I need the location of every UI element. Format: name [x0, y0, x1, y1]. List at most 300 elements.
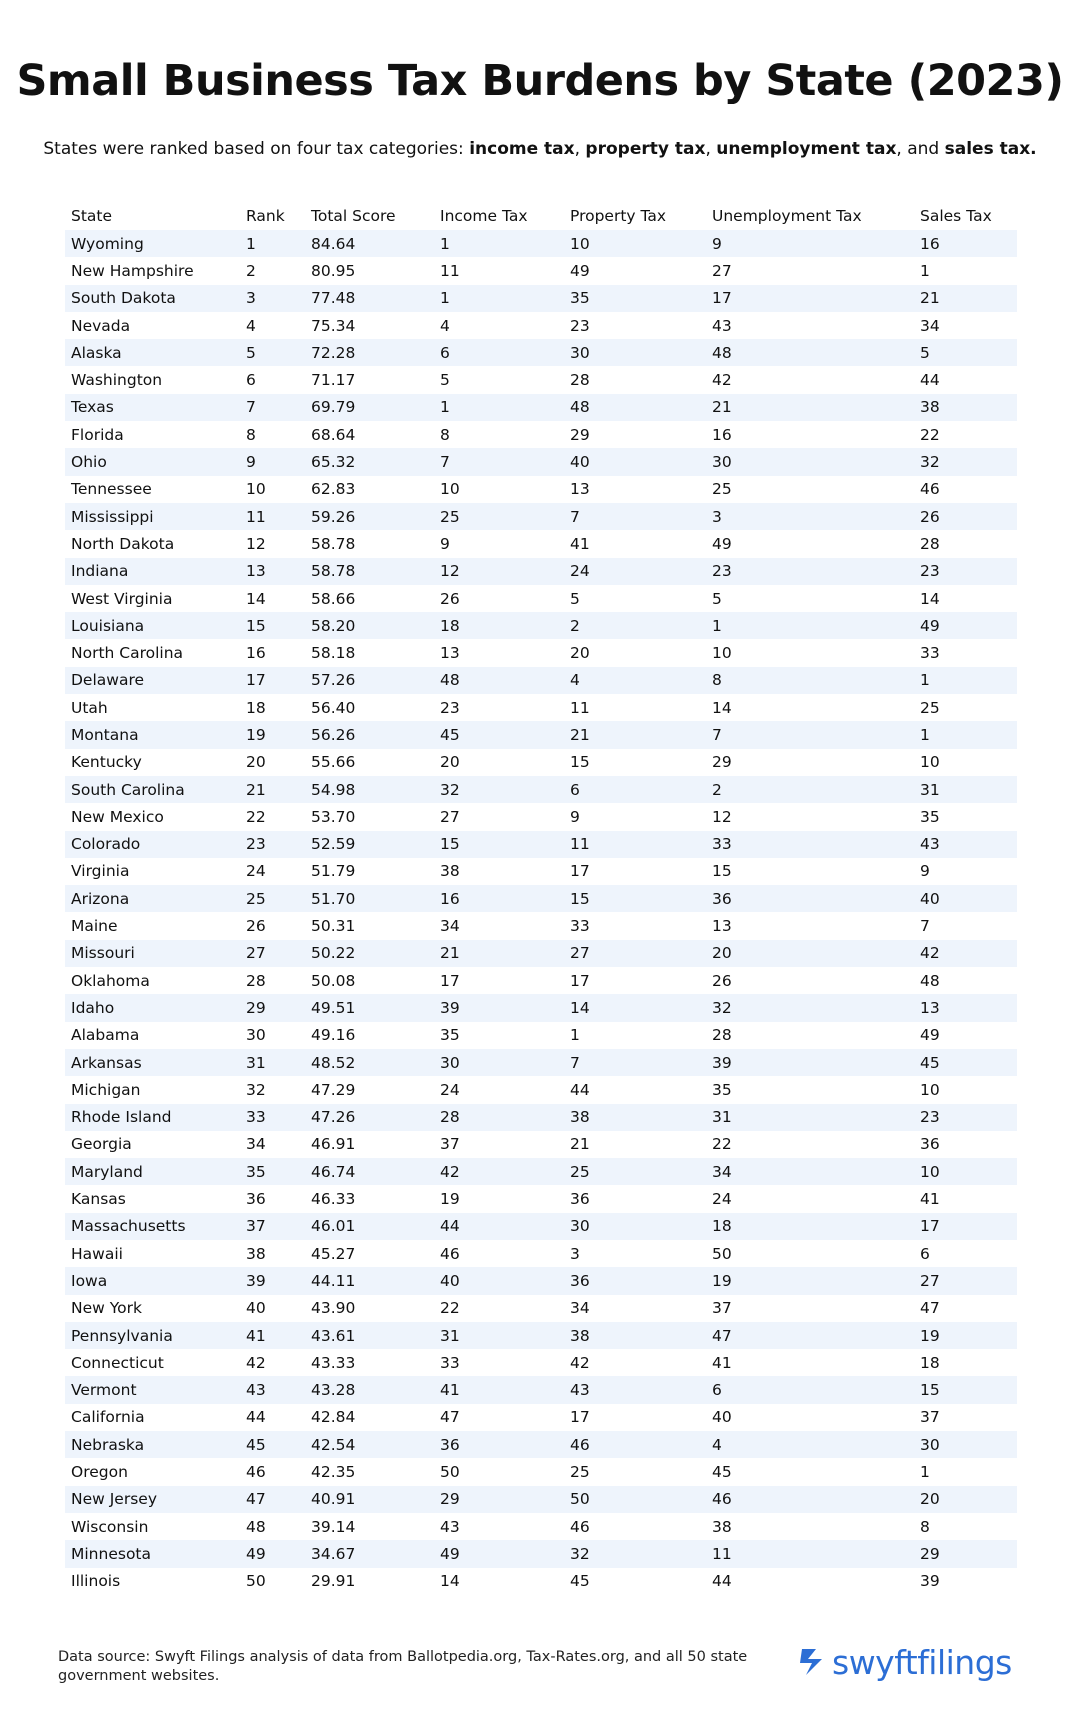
cell-property-tax: 5 — [570, 589, 580, 608]
subtitle-category-income: income tax — [469, 139, 575, 159]
cell-unemployment-tax: 17 — [706, 285, 914, 312]
cell-unemployment-tax: 34 — [706, 1158, 914, 1185]
cell-unemployment-tax: 49 — [712, 534, 732, 553]
cell-rank: 5 — [240, 339, 305, 366]
cell-income-tax: 1 — [434, 230, 564, 257]
table-row — [65, 1049, 1017, 1076]
cell-property-tax: 2 — [564, 612, 706, 639]
cell-property-tax: 20 — [570, 644, 590, 663]
cell-total-score: 50.31 — [311, 917, 356, 936]
cell-sales-tax: 23 — [914, 558, 1017, 585]
cell-rank: 29 — [240, 994, 305, 1021]
cell-state: Wisconsin — [71, 1517, 149, 1536]
cell-property-tax: 30 — [564, 1213, 706, 1240]
cell-sales-tax: 42 — [914, 940, 1017, 967]
cell-unemployment-tax: 42 — [712, 371, 732, 390]
cell-sales-tax: 30 — [914, 1431, 1017, 1458]
cell-total-score: 29.91 — [311, 1572, 356, 1591]
cell-sales-tax: 48 — [920, 971, 940, 990]
table-row — [65, 940, 1017, 967]
cell-rank: 48 — [246, 1517, 266, 1536]
cell-rank: 47 — [240, 1486, 305, 1513]
cell-state: Indiana — [65, 558, 240, 585]
cell-unemployment-tax: 37 — [712, 1299, 732, 1318]
cell-property-tax: 49 — [570, 261, 590, 280]
cell-rank: 39 — [240, 1267, 305, 1294]
page-subtitle — [0, 139, 1080, 159]
cell-rank: 16 — [246, 644, 266, 663]
cell-property-tax: 40 — [564, 448, 706, 475]
cell-total-score: 77.48 — [305, 285, 434, 312]
cell-rank: 17 — [240, 667, 305, 694]
cell-sales-tax: 10 — [914, 1158, 1017, 1185]
subtitle-category-property: property tax — [585, 139, 706, 159]
cell-unemployment-tax: 38 — [712, 1517, 732, 1536]
cell-sales-tax: 33 — [920, 644, 940, 663]
cell-unemployment-tax: 13 — [712, 917, 732, 936]
cell-property-tax: 44 — [570, 1080, 590, 1099]
header-rank: Rank — [246, 207, 285, 225]
table-row — [65, 448, 1017, 475]
cell-total-score: 43.61 — [305, 1322, 434, 1349]
cell-rank: 26 — [246, 917, 266, 936]
table-row — [65, 312, 1017, 339]
cell-rank: 13 — [240, 558, 305, 585]
cell-total-score: 47.26 — [305, 1104, 434, 1131]
cell-property-tax: 42 — [570, 1353, 590, 1372]
table-row — [65, 585, 1017, 612]
cell-state: Minnesota — [65, 1540, 240, 1567]
cell-rank: 1 — [240, 230, 305, 257]
table-row — [65, 1568, 1017, 1595]
cell-state: Florida — [71, 425, 124, 444]
cell-total-score: 46.74 — [305, 1158, 434, 1185]
cell-property-tax: 17 — [570, 971, 590, 990]
table-row — [65, 858, 1017, 885]
cell-income-tax: 37 — [440, 1135, 460, 1154]
table-row — [65, 339, 1017, 366]
cell-sales-tax: 15 — [914, 1376, 1017, 1403]
cell-total-score: 46.33 — [311, 1190, 356, 1209]
header-total-score: Total Score — [311, 207, 396, 225]
cell-total-score: 39.14 — [311, 1517, 356, 1536]
cell-total-score: 42.54 — [305, 1431, 434, 1458]
cell-state: South Dakota — [65, 285, 240, 312]
cell-total-score: 58.20 — [305, 612, 434, 639]
cell-rank: 6 — [246, 371, 256, 390]
cell-state: New York — [71, 1299, 142, 1318]
cell-unemployment-tax: 22 — [712, 1135, 732, 1154]
cell-sales-tax: 45 — [914, 1049, 1017, 1076]
cell-income-tax: 44 — [434, 1213, 564, 1240]
table-row — [65, 667, 1017, 694]
cell-total-score: 58.18 — [311, 644, 356, 663]
cell-rank: 11 — [240, 503, 305, 530]
table-row — [65, 1022, 1017, 1049]
cell-unemployment-tax: 27 — [712, 261, 732, 280]
cell-state: Oklahoma — [71, 971, 150, 990]
cell-sales-tax: 23 — [914, 1104, 1017, 1131]
cell-income-tax: 39 — [434, 994, 564, 1021]
cell-total-score: 68.64 — [311, 425, 356, 444]
cell-rank: 35 — [240, 1158, 305, 1185]
cell-property-tax: 25 — [564, 1158, 706, 1185]
cell-sales-tax: 49 — [920, 1026, 940, 1045]
cell-income-tax: 20 — [440, 753, 460, 772]
cell-sales-tax: 36 — [920, 1135, 940, 1154]
cell-income-tax: 47 — [440, 1408, 460, 1427]
cell-property-tax: 15 — [570, 753, 590, 772]
table-row — [65, 230, 1017, 257]
cell-rank: 33 — [240, 1104, 305, 1131]
cell-unemployment-tax: 46 — [706, 1486, 914, 1513]
cell-state: North Carolina — [71, 644, 184, 663]
cell-total-score: 42.84 — [311, 1408, 356, 1427]
table-body — [65, 230, 1017, 1595]
cell-property-tax: 28 — [570, 371, 590, 390]
cell-rank: 32 — [246, 1080, 266, 1099]
cell-income-tax: 36 — [434, 1431, 564, 1458]
cell-state: Montana — [65, 721, 240, 748]
cell-state: Virginia — [71, 862, 130, 881]
header-property-tax: Property Tax — [570, 207, 667, 225]
cell-property-tax: 21 — [570, 1135, 590, 1154]
cell-state: Idaho — [65, 994, 240, 1021]
cell-sales-tax: 21 — [914, 285, 1017, 312]
cell-income-tax: 35 — [440, 1026, 460, 1045]
cell-income-tax: 45 — [434, 721, 564, 748]
cell-income-tax: 25 — [434, 503, 564, 530]
cell-state: Oregon — [71, 1463, 128, 1481]
table-row — [65, 694, 1017, 721]
cell-rank: 3 — [240, 285, 305, 312]
cell-income-tax: 21 — [434, 940, 564, 967]
cell-total-score: 43.28 — [305, 1376, 434, 1403]
cell-total-score: 62.83 — [311, 480, 356, 499]
cell-rank: 19 — [240, 721, 305, 748]
cell-unemployment-tax: 47 — [706, 1322, 914, 1349]
table-row — [65, 421, 1017, 448]
cell-unemployment-tax: 12 — [712, 807, 732, 826]
cell-sales-tax: 26 — [914, 503, 1017, 530]
cell-property-tax: 48 — [564, 394, 706, 421]
cell-rank: 41 — [240, 1322, 305, 1349]
table-row — [65, 1185, 1017, 1212]
cell-state: New Jersey — [65, 1486, 240, 1513]
subtitle-separator: , and — [896, 139, 945, 159]
table-row — [65, 476, 1017, 503]
table-row — [65, 257, 1017, 284]
table-row — [65, 1486, 1017, 1513]
table-row — [65, 1295, 1017, 1322]
brand-name: swyftfilings — [832, 1642, 1012, 1682]
cell-income-tax: 30 — [434, 1049, 564, 1076]
cell-total-score: 55.66 — [311, 753, 356, 772]
cell-state: Kentucky — [71, 753, 142, 772]
table-row — [65, 1513, 1017, 1540]
cell-income-tax: 6 — [434, 339, 564, 366]
cell-rank: 2 — [246, 261, 256, 280]
cell-rank: 31 — [240, 1049, 305, 1076]
cell-total-score: 56.40 — [311, 698, 356, 717]
table-row — [65, 1131, 1017, 1158]
cell-state: Michigan — [71, 1080, 141, 1099]
cell-rank: 36 — [246, 1190, 266, 1209]
table-row — [65, 721, 1017, 748]
cell-total-score: 50.08 — [311, 971, 356, 990]
cell-unemployment-tax: 3 — [706, 503, 914, 530]
cell-total-score: 42.35 — [311, 1463, 356, 1481]
cell-sales-tax: 7 — [920, 917, 930, 936]
cell-state: Arizona — [65, 885, 240, 912]
cell-unemployment-tax: 2 — [706, 776, 914, 803]
cell-unemployment-tax: 11 — [706, 1540, 914, 1567]
cell-income-tax: 22 — [440, 1299, 460, 1318]
cell-unemployment-tax: 15 — [712, 862, 732, 881]
cell-income-tax: 34 — [440, 917, 460, 936]
cell-income-tax: 31 — [434, 1322, 564, 1349]
cell-sales-tax: 10 — [920, 1080, 940, 1099]
cell-sales-tax: 49 — [914, 612, 1017, 639]
subtitle-separator: , — [705, 139, 717, 159]
cell-income-tax: 8 — [440, 425, 450, 444]
cell-sales-tax: 34 — [920, 316, 940, 335]
cell-state: Massachusetts — [65, 1213, 240, 1240]
cell-total-score: 48.52 — [305, 1049, 434, 1076]
cell-state: Kansas — [71, 1190, 126, 1209]
cell-property-tax: 1 — [570, 1026, 580, 1045]
cell-total-score: 50.22 — [305, 940, 434, 967]
header-income-tax: Income Tax — [440, 207, 528, 225]
cell-property-tax: 50 — [564, 1486, 706, 1513]
cell-unemployment-tax: 1 — [706, 612, 914, 639]
cell-total-score: 80.95 — [311, 261, 356, 280]
table-row — [65, 749, 1017, 776]
cell-income-tax: 16 — [434, 885, 564, 912]
cell-unemployment-tax: 18 — [706, 1213, 914, 1240]
cell-unemployment-tax: 39 — [706, 1049, 914, 1076]
cell-rank: 45 — [240, 1431, 305, 1458]
cell-state: West Virginia — [71, 589, 173, 608]
cell-property-tax: 25 — [570, 1463, 590, 1481]
cell-rank: 44 — [246, 1408, 266, 1427]
cell-rank: 42 — [246, 1353, 266, 1372]
cell-unemployment-tax: 44 — [712, 1572, 732, 1591]
cell-total-score: 53.70 — [311, 807, 356, 826]
cell-rank: 50 — [246, 1572, 266, 1591]
cell-unemployment-tax: 21 — [706, 394, 914, 421]
cell-total-score: 44.11 — [305, 1267, 434, 1294]
cell-sales-tax: 20 — [914, 1486, 1017, 1513]
cell-income-tax: 29 — [434, 1486, 564, 1513]
cell-property-tax: 15 — [564, 885, 706, 912]
table-row — [65, 885, 1017, 912]
cell-sales-tax: 27 — [914, 1267, 1017, 1294]
cell-total-score: 58.78 — [311, 534, 356, 553]
table-row — [65, 530, 1017, 557]
cell-state: New Hampshire — [71, 261, 194, 280]
cell-rank: 23 — [240, 831, 305, 858]
cell-property-tax: 33 — [570, 917, 590, 936]
cell-total-score: 47.29 — [311, 1080, 356, 1099]
cell-rank: 25 — [240, 885, 305, 912]
cell-sales-tax: 37 — [920, 1408, 940, 1427]
cell-rank: 28 — [246, 971, 266, 990]
header-sales-tax: Sales Tax — [920, 207, 992, 225]
cell-income-tax: 48 — [434, 667, 564, 694]
cell-state: Illinois — [71, 1572, 121, 1591]
table-row — [65, 1158, 1017, 1185]
cell-sales-tax: 6 — [920, 1244, 930, 1263]
cell-property-tax: 36 — [564, 1267, 706, 1294]
cell-property-tax: 46 — [570, 1517, 590, 1536]
cell-sales-tax: 9 — [920, 862, 930, 881]
cell-property-tax: 35 — [564, 285, 706, 312]
header-state: State — [71, 207, 113, 225]
cell-sales-tax: 5 — [914, 339, 1017, 366]
cell-sales-tax: 38 — [914, 394, 1017, 421]
cell-state: Arkansas — [65, 1049, 240, 1076]
cell-rank: 46 — [246, 1463, 266, 1481]
cell-total-score: 59.26 — [305, 503, 434, 530]
cell-total-score: 84.64 — [305, 230, 434, 257]
cell-total-score: 49.16 — [311, 1026, 356, 1045]
cell-unemployment-tax: 23 — [706, 558, 914, 585]
cell-sales-tax: 31 — [914, 776, 1017, 803]
swyft-logo-icon — [800, 1647, 826, 1677]
cell-property-tax: 41 — [570, 534, 590, 553]
cell-unemployment-tax: 45 — [712, 1463, 732, 1481]
cell-state: Mississippi — [65, 503, 240, 530]
header-unemployment-tax: Unemployment Tax — [712, 207, 862, 225]
cell-rank: 30 — [246, 1026, 266, 1045]
cell-unemployment-tax: 16 — [712, 425, 732, 444]
cell-sales-tax: 16 — [914, 230, 1017, 257]
cell-sales-tax: 28 — [920, 534, 940, 553]
table-row — [65, 1431, 1017, 1458]
cell-income-tax: 7 — [434, 448, 564, 475]
cell-unemployment-tax: 4 — [706, 1431, 914, 1458]
cell-property-tax: 3 — [570, 1244, 580, 1263]
cell-rank: 14 — [246, 589, 266, 608]
table-row — [65, 612, 1017, 639]
cell-unemployment-tax: 33 — [706, 831, 914, 858]
cell-rank: 4 — [246, 316, 256, 335]
cell-property-tax: 34 — [570, 1299, 590, 1318]
cell-rank: 37 — [240, 1213, 305, 1240]
subtitle-category-sales: sales tax. — [944, 139, 1037, 159]
cell-state: Nebraska — [65, 1431, 240, 1458]
cell-property-tax: 32 — [564, 1540, 706, 1567]
cell-sales-tax: 13 — [914, 994, 1017, 1021]
cell-income-tax: 12 — [434, 558, 564, 585]
cell-unemployment-tax: 30 — [706, 448, 914, 475]
cell-total-score: 51.70 — [305, 885, 434, 912]
cell-property-tax: 11 — [564, 831, 706, 858]
cell-property-tax: 30 — [564, 339, 706, 366]
cell-total-score: 69.79 — [305, 394, 434, 421]
cell-property-tax: 29 — [570, 425, 590, 444]
cell-income-tax: 9 — [440, 534, 450, 553]
cell-state: North Dakota — [71, 534, 175, 553]
table-row — [65, 1458, 1017, 1485]
table-row — [65, 1076, 1017, 1103]
cell-income-tax: 28 — [434, 1104, 564, 1131]
cell-rank: 10 — [246, 480, 266, 499]
cell-total-score: 75.34 — [311, 316, 356, 335]
cell-sales-tax: 1 — [914, 667, 1017, 694]
table-row — [65, 1267, 1017, 1294]
cell-unemployment-tax: 28 — [712, 1026, 732, 1045]
cell-property-tax: 4 — [564, 667, 706, 694]
cell-state: Louisiana — [65, 612, 240, 639]
cell-property-tax: 17 — [570, 862, 590, 881]
cell-rank: 43 — [240, 1376, 305, 1403]
tax-ranking-table — [65, 202, 1017, 1595]
cell-unemployment-tax: 31 — [706, 1104, 914, 1131]
cell-unemployment-tax: 50 — [712, 1244, 732, 1263]
cell-total-score: 71.17 — [311, 371, 356, 390]
cell-rank: 20 — [246, 753, 266, 772]
cell-rank: 34 — [246, 1135, 266, 1154]
cell-property-tax: 38 — [564, 1104, 706, 1131]
cell-state: Connecticut — [71, 1353, 164, 1372]
cell-state: Vermont — [65, 1376, 240, 1403]
cell-state: Iowa — [65, 1267, 240, 1294]
cell-state: Alabama — [71, 1026, 140, 1045]
cell-sales-tax: 39 — [920, 1572, 940, 1591]
cell-state: New Mexico — [71, 807, 164, 826]
cell-state: Hawaii — [71, 1244, 123, 1263]
cell-sales-tax: 40 — [914, 885, 1017, 912]
cell-unemployment-tax: 36 — [706, 885, 914, 912]
cell-unemployment-tax: 5 — [712, 589, 722, 608]
cell-income-tax: 42 — [434, 1158, 564, 1185]
table-row — [65, 503, 1017, 530]
cell-total-score: 52.59 — [305, 831, 434, 858]
cell-income-tax: 10 — [440, 480, 460, 499]
cell-total-score: 56.26 — [305, 721, 434, 748]
cell-property-tax: 11 — [570, 698, 590, 717]
cell-sales-tax: 43 — [914, 831, 1017, 858]
cell-income-tax: 18 — [434, 612, 564, 639]
cell-state: Georgia — [71, 1135, 132, 1154]
cell-income-tax: 1 — [434, 285, 564, 312]
cell-unemployment-tax: 43 — [712, 316, 732, 335]
cell-total-score: 58.78 — [305, 558, 434, 585]
cell-income-tax: 13 — [440, 644, 460, 663]
cell-state: Texas — [65, 394, 240, 421]
cell-property-tax: 13 — [570, 480, 590, 499]
cell-income-tax: 41 — [434, 1376, 564, 1403]
table-row — [65, 639, 1017, 666]
cell-income-tax: 24 — [440, 1080, 460, 1099]
cell-sales-tax: 1 — [920, 1463, 930, 1481]
cell-property-tax: 6 — [564, 776, 706, 803]
cell-sales-tax: 29 — [914, 1540, 1017, 1567]
cell-income-tax: 43 — [440, 1517, 460, 1536]
cell-income-tax: 17 — [440, 971, 460, 990]
cell-income-tax: 19 — [440, 1190, 460, 1209]
cell-state: Wyoming — [65, 230, 240, 257]
table-row — [65, 1240, 1017, 1267]
cell-total-score: 49.51 — [305, 994, 434, 1021]
page-title: Small Business Tax Burdens by State (2023) — [16, 56, 1064, 106]
table-row — [65, 558, 1017, 585]
cell-unemployment-tax: 19 — [706, 1267, 914, 1294]
cell-sales-tax: 35 — [920, 807, 940, 826]
cell-total-score: 45.27 — [311, 1244, 356, 1263]
